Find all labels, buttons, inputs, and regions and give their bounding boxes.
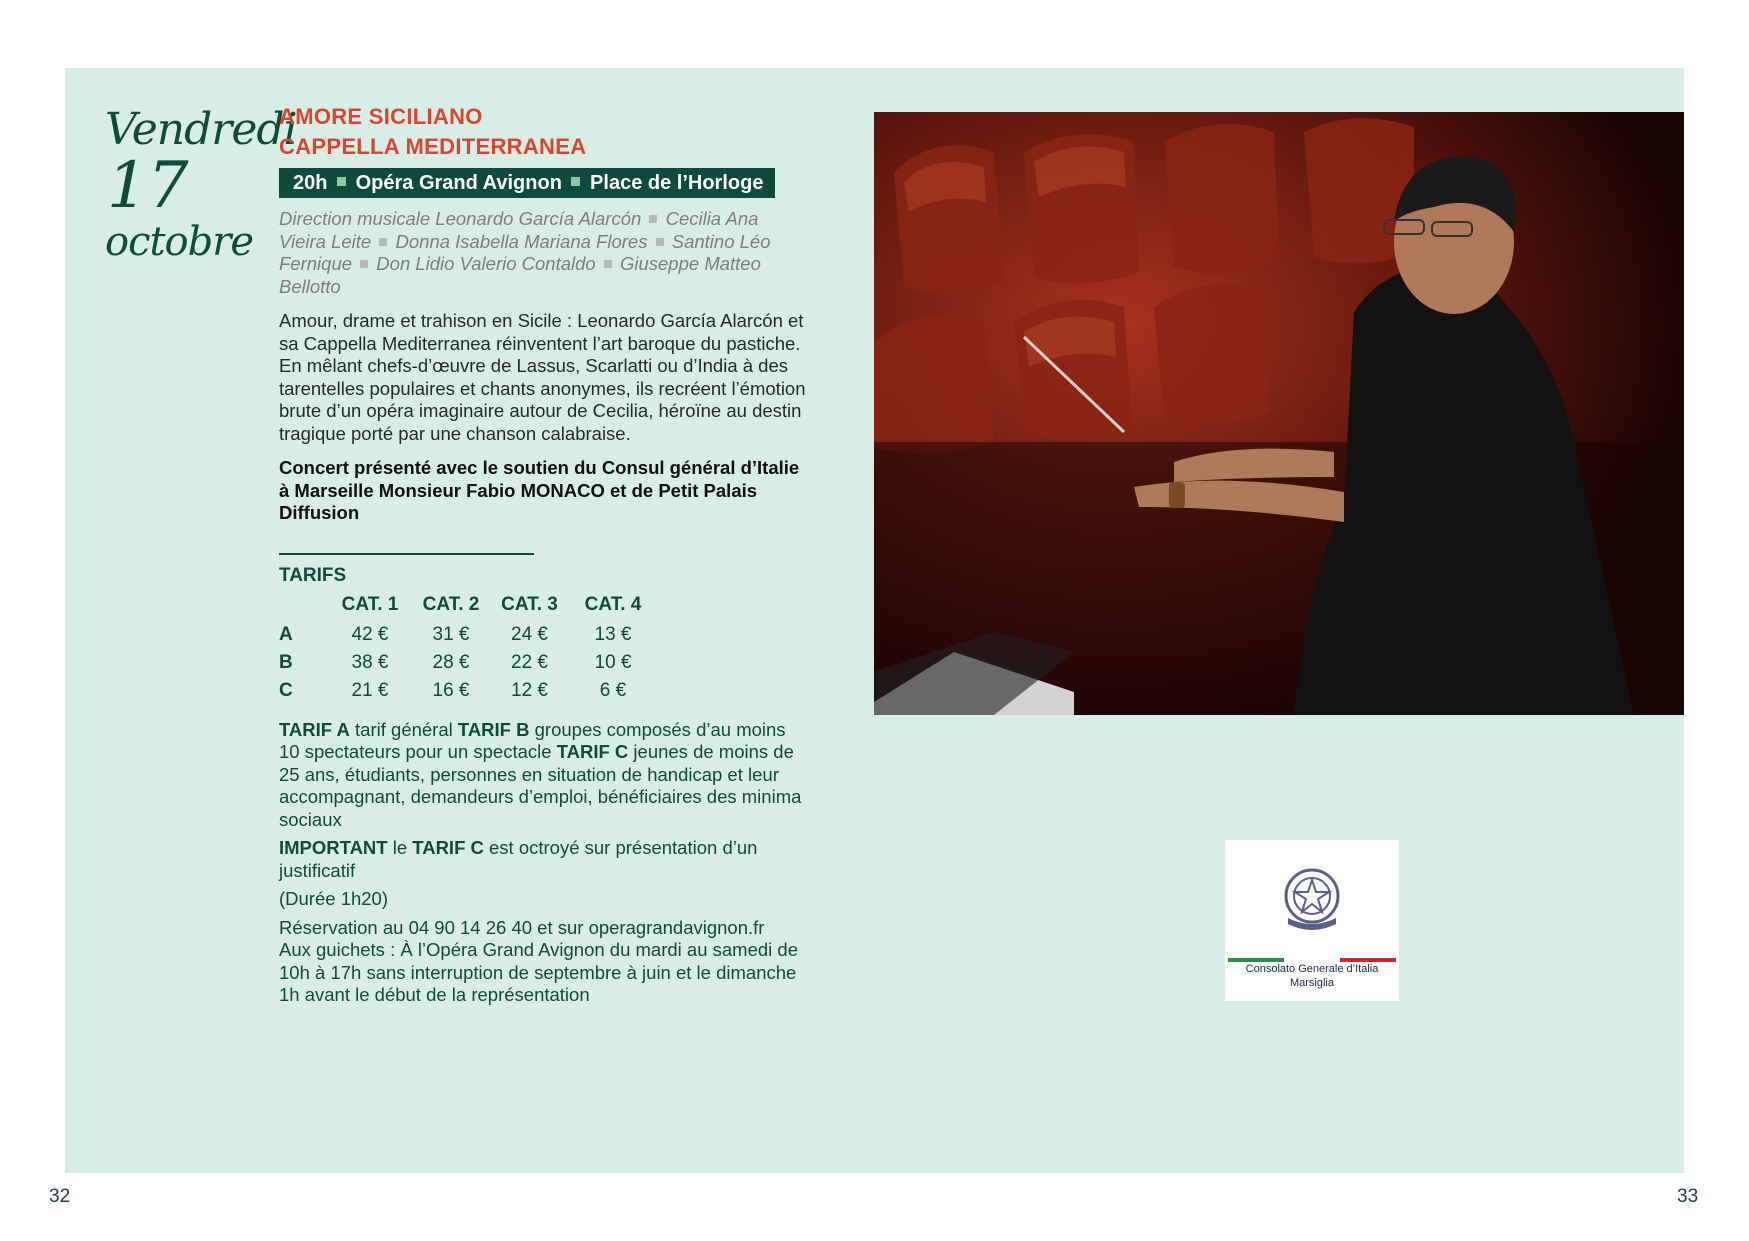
event-time: 20h	[293, 172, 328, 194]
date-month: octobre	[105, 219, 254, 265]
square-bullet-icon	[604, 260, 612, 268]
credit-item: Santino Léo Fernique	[279, 230, 771, 274]
tarif-a-label: TARIF A	[279, 718, 350, 740]
price-cell: 21 €	[351, 679, 389, 701]
event-title-line1: AMORE SICILIANO	[279, 104, 483, 129]
event-venue: Opéra Grand Avignon	[355, 172, 562, 194]
row-label: A	[279, 623, 293, 645]
credit-item: Don Lidio Valerio Contaldo	[376, 253, 596, 274]
credit-item: Donna Isabella Mariana Flores	[395, 230, 648, 252]
page-number-right: 33	[1677, 1186, 1699, 1207]
event-support: Concert présenté avec le soutien du Consul général d’Italie à Marseille Monsieur Fabio MONACO et de Petit Palais Diffusion	[279, 457, 800, 523]
tarif-notes	[279, 719, 809, 1007]
table-header: CAT. 1	[341, 593, 399, 615]
table-header: CAT. 2	[422, 593, 480, 615]
event-title-line2: CAPPELLA MEDITERRANEA	[279, 134, 587, 159]
important-note	[279, 837, 809, 882]
table-row	[279, 677, 658, 705]
reservation-info: Réservation au 04 90 14 26 40 et sur operagrandavignon.fr	[279, 916, 765, 938]
consulate-city: Marsiglia	[1289, 977, 1334, 989]
row-label: B	[279, 651, 293, 673]
price-cell: 12 €	[511, 679, 548, 701]
tarif-a-text: tarif général	[355, 718, 453, 740]
tarifs-table	[279, 593, 658, 705]
price-cell: 6 €	[599, 679, 627, 701]
duration: (Durée 1h20)	[279, 888, 389, 909]
event-title	[279, 102, 809, 162]
tarif-c-text: jeunes de moins de 25 ans, étudiants, personnes en situation de handicap et leur accompagnant, demandeurs d’emploi, bénéficiaires des minima sociaux	[279, 741, 802, 830]
tarifs-title: TARIFS	[279, 564, 347, 586]
tarif-b-label: TARIF B	[457, 718, 530, 740]
page-number-left: 32	[49, 1186, 71, 1207]
event-place: Place de l’Horloge	[590, 172, 764, 194]
important-label: IMPORTANT	[279, 837, 388, 858]
guichets-info: Aux guichets : À l’Opéra Grand Avignon du mardi au samedi de 10h à 17h sans interruption de septembre à juin et le dimanche 1h avant le début de la représentation	[279, 939, 798, 1005]
price-cell: 31 €	[432, 623, 470, 645]
price-cell: 10 €	[594, 651, 632, 673]
italian-flag-bar	[1228, 949, 1396, 953]
event-description: Amour, drame et trahison en Sicile : Leonardo García Alarcón et sa Cappella Mediterranea réinventent l’art baroque du pastiche. En mêlant chefs-d’œuvre de Lassus, Scarlatti ou d’India à des tarentelles populaires et chants anonymes, ils recréent l’émotion brute d’un opéra imaginaire autour de Cecilia, héroïne au destin tragique porté par une chanson calabraise.	[279, 310, 806, 444]
event-info-bar	[279, 168, 775, 198]
conductor-photo-illustration	[874, 112, 1684, 715]
event-date	[105, 104, 297, 265]
price-cell: 24 €	[511, 623, 548, 645]
credit-item: Giuseppe Matteo Bellotto	[279, 253, 761, 297]
date-day: 17	[107, 149, 189, 223]
table-header: CAT. 3	[501, 593, 558, 615]
square-bullet-icon	[379, 238, 387, 246]
price-cell: 38 €	[351, 651, 389, 673]
square-bullet-icon	[571, 177, 580, 186]
event-credits	[279, 208, 809, 298]
conductor-photo	[874, 112, 1684, 715]
date-weekday: Vendredi	[105, 104, 297, 155]
row-label: C	[279, 679, 293, 701]
important-le: le	[392, 837, 408, 858]
price-cell: 16 €	[432, 679, 470, 701]
price-cell: 22 €	[511, 651, 548, 673]
tarif-b-text: groupes composés d’au moins 10 spectateurs pour un spectacle	[279, 718, 786, 762]
square-bullet-icon	[649, 215, 657, 223]
price-cell: 28 €	[432, 651, 470, 673]
square-bullet-icon	[360, 260, 368, 268]
tarif-definitions	[279, 719, 809, 832]
table-header-row	[279, 593, 658, 621]
credit-item: Direction musicale Leonardo García Alarcón	[279, 208, 642, 229]
event-column	[279, 102, 809, 1013]
italian-emblem-icon	[1280, 864, 1344, 936]
tarif-c-label: TARIF C	[556, 741, 629, 762]
important-text: est octroyé sur présentation d’un justificatif	[279, 837, 758, 881]
table-header: CAT. 4	[584, 593, 642, 615]
price-cell: 42 €	[351, 623, 389, 645]
table-header-empty	[279, 593, 329, 621]
price-cell: 13 €	[594, 623, 632, 645]
section-divider	[279, 553, 534, 555]
consulate-name: Consolato Generale d’Italia	[1245, 963, 1379, 975]
credit-item: Cecilia Ana Vieira Leite	[279, 208, 759, 252]
table-row	[279, 621, 658, 649]
consulate-caption	[1225, 962, 1399, 990]
square-bullet-icon	[337, 177, 346, 186]
important-tarif: TARIF C	[412, 837, 484, 858]
consulate-logo	[1225, 840, 1399, 1001]
square-bullet-icon	[656, 238, 664, 246]
table-row	[279, 649, 658, 677]
